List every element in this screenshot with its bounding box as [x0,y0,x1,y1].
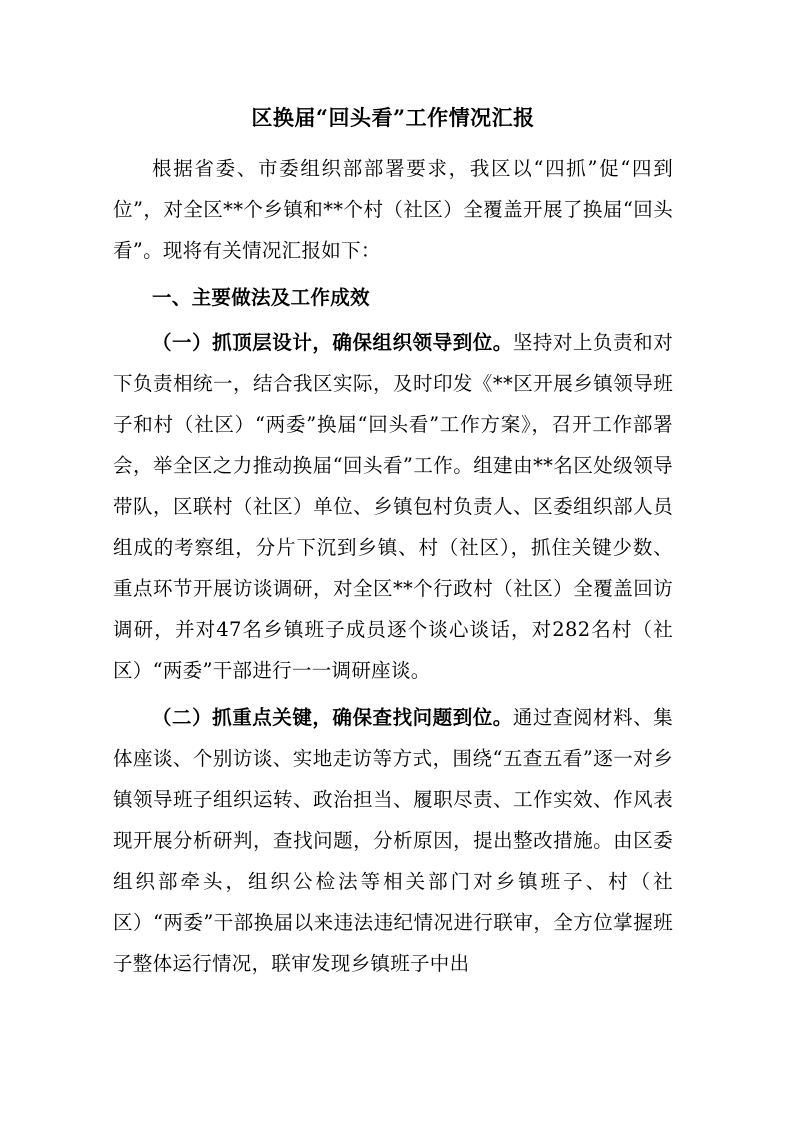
document-title: 区换届“回头看”工作情况汇报 [251,105,535,130]
section-heading: 一、主要做法及工作成效 [152,286,370,309]
item-one-paragraph [113,322,673,691]
intro-paragraph: 根据省委、市委组织部部署要求，我区以“四抓”促“四到位”，对全区**个乡镇和**个村（社区）全覆盖开展了换届“回头看”。现将有关情况汇报如下： [113,157,673,262]
item-one-lead: （一）抓顶层设计，确保组织领导到位。 [152,331,513,354]
item-two-paragraph [113,697,673,984]
item-one-body: 坚持对上负责和对下负责相统一，结合我区实际，及时印发《**区开展乡镇领导班子和村（社区）“两委”换届“回头看”工作方案》，召开工作部署会，举全区之力推动换届“回头看”工作。组建由**名区处级领导带队，区联村（社区）单位、乡镇包村负责人、区委组织部人员组成的考察组，分片下沉到乡镇、村（社区），抓住关键少数、重点环节开展访谈调研，对全区**个行政村（社区）全覆盖回访调研，并对47名乡镇班子成员逐个谈心谈话，对282名村（社区）“两委”干部进行一一调研座谈。 [113,331,673,682]
item-two-lead: （二）抓重点关键，确保查找问题到位。 [152,706,513,729]
item-two-body: 通过查阅材料、集体座谈、个别访谈、实地走访等方式，围绕“五查五看”逐一对乡镇领导班子组织运转、政治担当、履职尽责、工作实效、作风表现开展分析研判，查找问题，分析原因，提出整改措施。由区委组织部牵头，组织公检法等相关部门对乡镇班子、村（社区）“两委”干部换届以来违法违纪情况进行联审，全方位掌握班子整体运行情况，联审发现乡镇班子中出 [113,706,673,975]
document-body [113,100,673,990]
